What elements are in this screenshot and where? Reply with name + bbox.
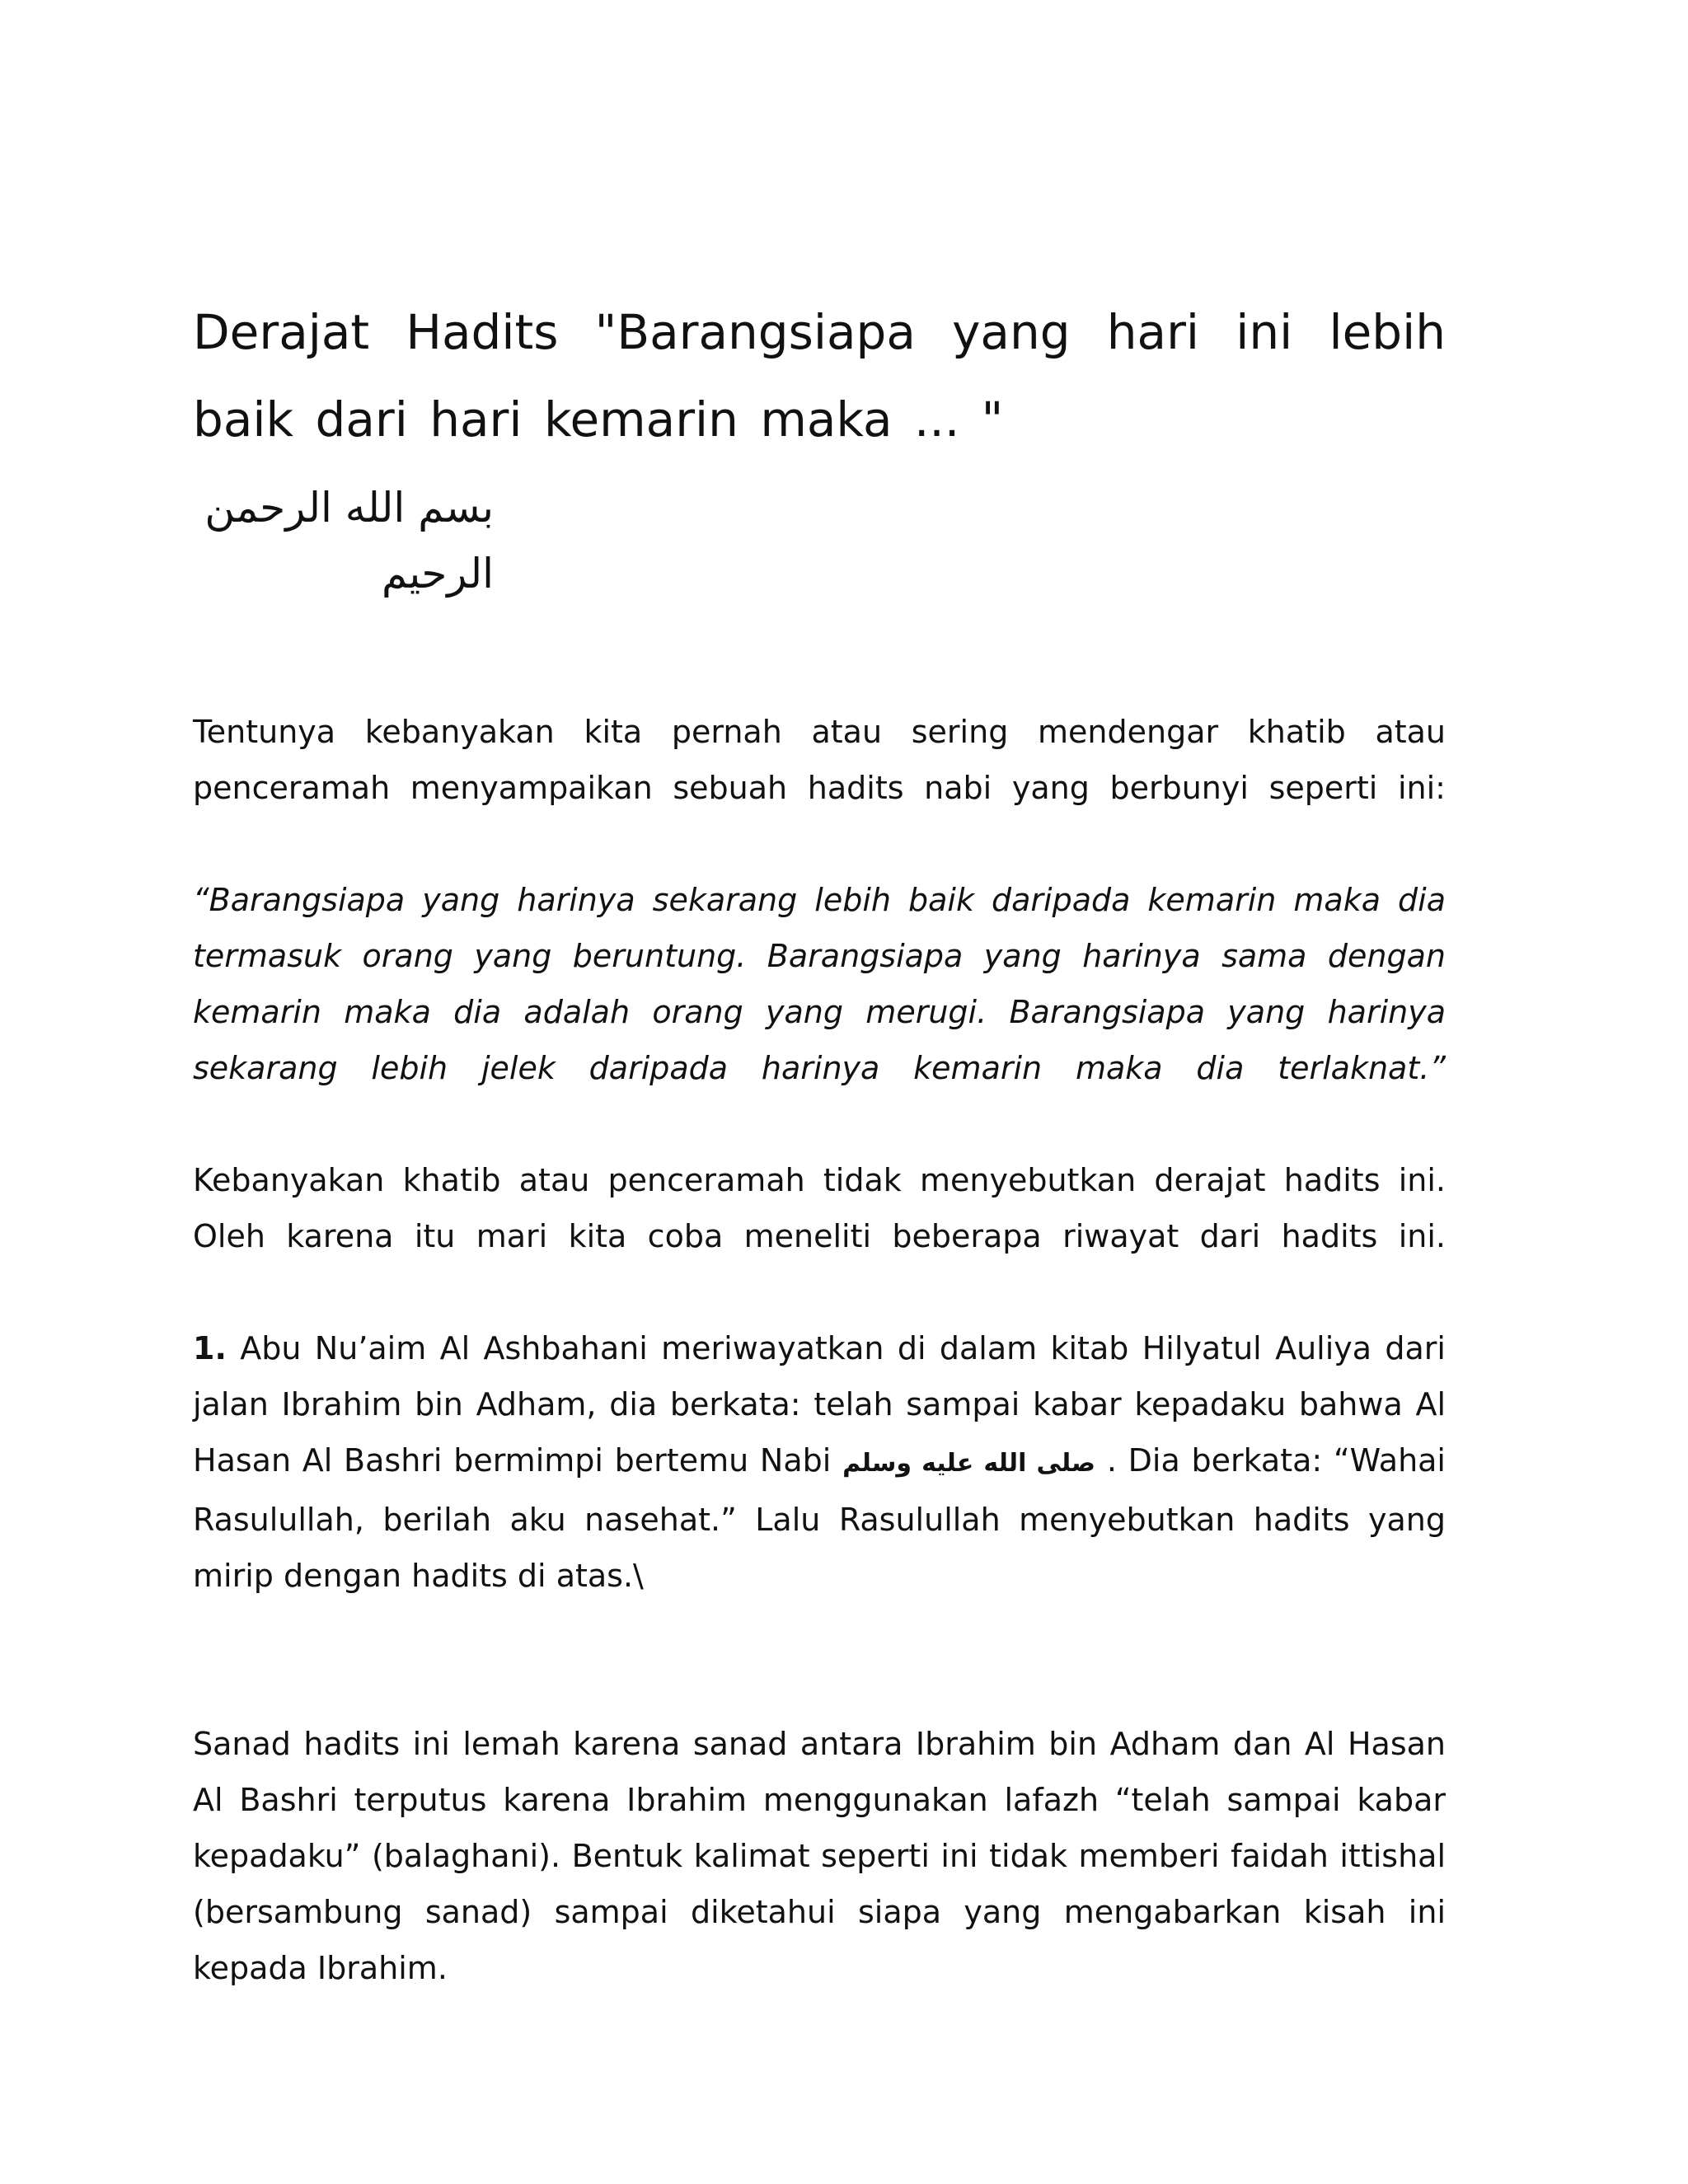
- item-text-before: Abu Nu’aim Al Ashbahani meriwayatkan di dalam kitab Hilyatul Auliya dari jalan Ibrahim bin Adham, dia berkata: telah sampai kabar kepadaku bahwa Al Hasan Al Bashri bermimpi bertemu Nabi: [193, 1330, 1446, 1479]
- context-paragraph: Kebanyakan khatib atau penceramah tidak menyebutkan derajat hadits ini. Oleh karena itu mari kita coba meneliti beberapa riwayat dari hadits ini.: [193, 1162, 1446, 1254]
- salawat-text: صلى الله عليه وسلم: [842, 1449, 1096, 1478]
- hadith-quote: “Barangsiapa yang harinya sekarang lebih baik daripada kemarin maka dia termasuk orang yang beruntung. Barangsiapa yang harinya sama dengan kemarin maka dia adalah orang yang merugi. Barangsiapa yang harinya sekarang lebih jelek daripada harinya kemarin maka dia terlaknat.”: [193, 882, 1446, 1086]
- item-number: 1.: [193, 1330, 227, 1366]
- document-page: [193, 288, 1446, 1996]
- basmala: بسم الله الرحمن الرحيم: [204, 484, 494, 598]
- riwayat-item-1: [193, 1320, 1446, 1604]
- sanad-analysis-paragraph: Sanad hadits ini lemah karena sanad antara Ibrahim bin Adham dan Al Hasan Al Bashri terputus karena Ibrahim menggunakan lafazh “telah sampai kabar kepadaku” (balaghani). Bentuk kalimat seperti ini tidak memberi faidah ittishal (bersambung sanad) sampai diketahui siapa yang mengabarkan kisah ini kepada Ibrahim.: [193, 1726, 1446, 1986]
- intro-paragraph: Tentunya kebanyakan kita pernah atau sering mendengar khatib atau penceramah menyampaikan sebuah hadits nabi yang berbunyi seperti ini:: [193, 714, 1446, 806]
- item-text-after: . Dia berkata: “Wahai Rasulullah, berilah aku nasehat.” Lalu Rasulullah menyebutkan hadits yang mirip dengan hadits di atas.\: [193, 1442, 1446, 1594]
- page-title: Derajat Hadits "Barangsiapa yang hari ini lebih baik dari hari kemarin maka ... ": [193, 304, 1446, 448]
